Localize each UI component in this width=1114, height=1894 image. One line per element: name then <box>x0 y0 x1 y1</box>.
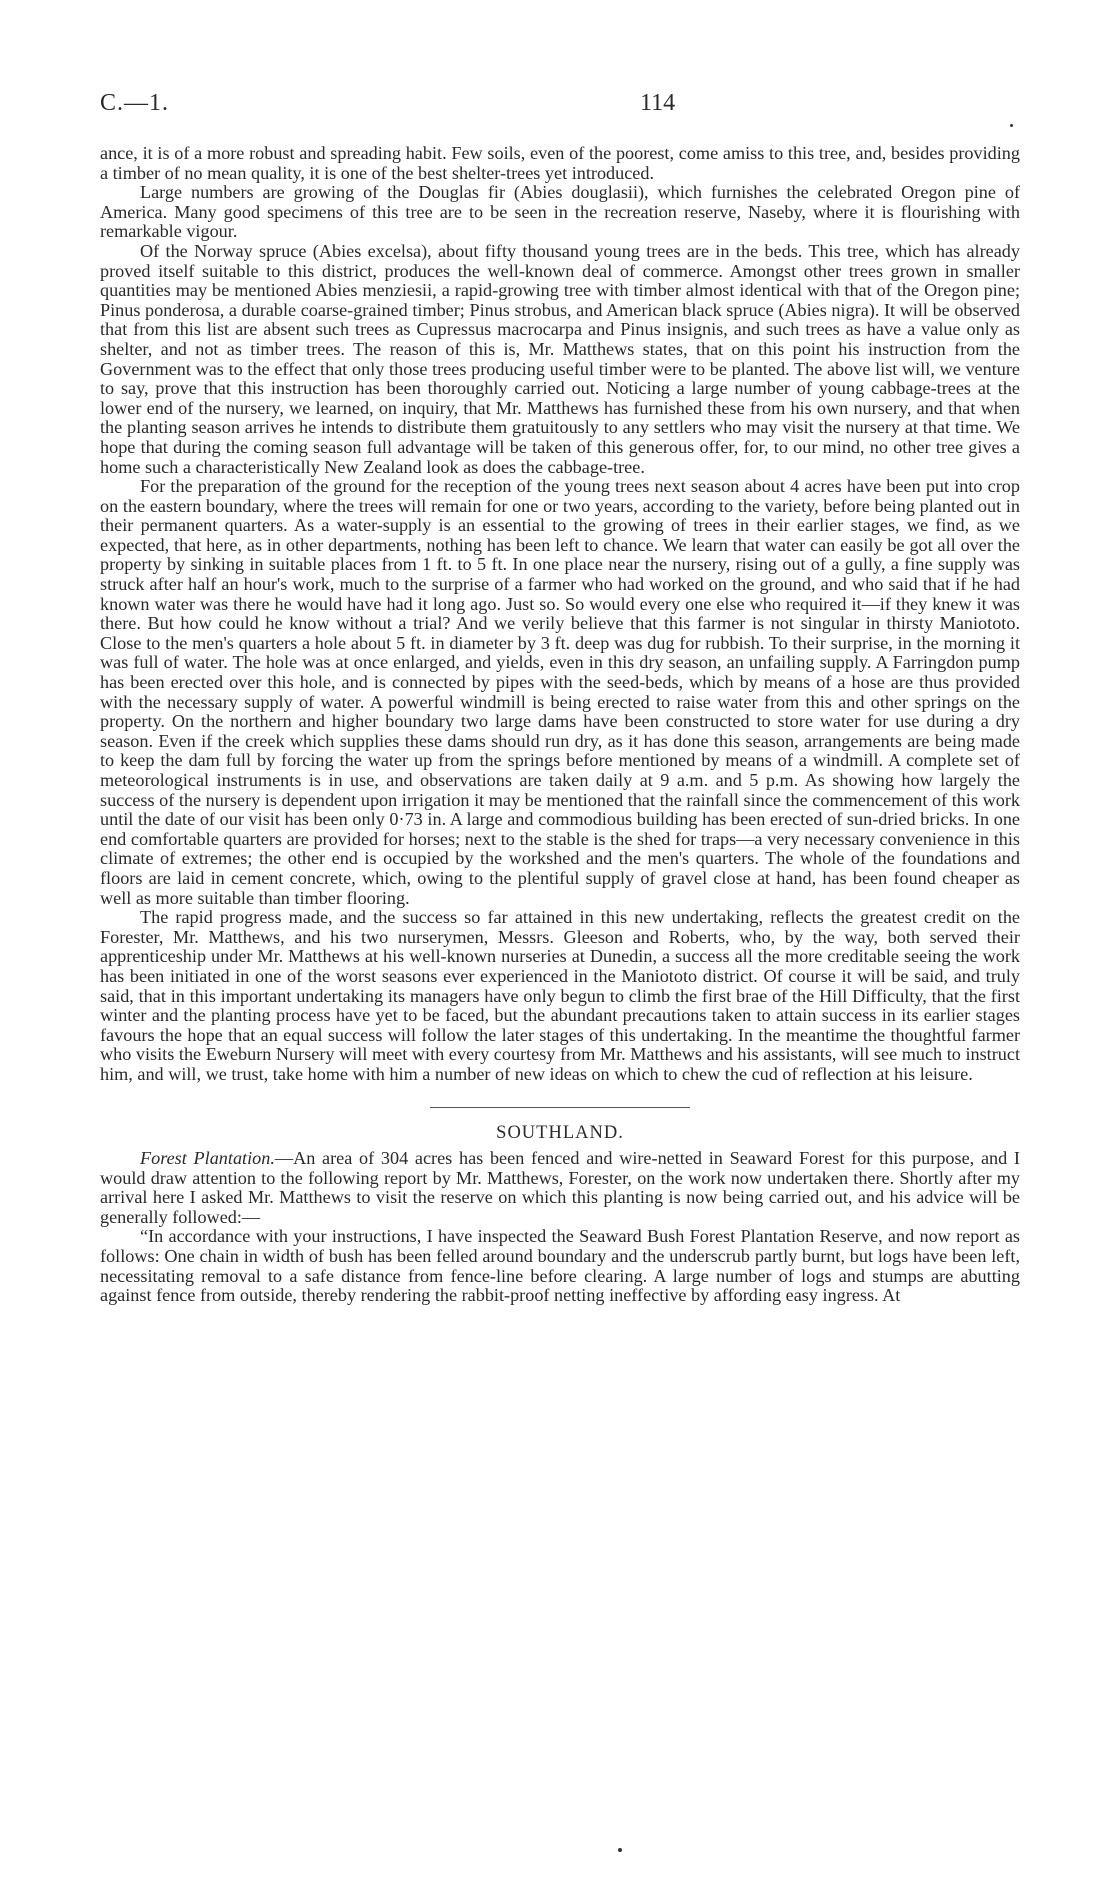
ink-speck <box>618 1848 622 1852</box>
paragraph-continuation: ance, it is of a more robust and spreading habit. Few soils, even of the poorest, come amiss to this tree, and, besides providing a timber of no mean quality, it is one of the best shelter-trees yet introduced. <box>100 143 1020 183</box>
body-text <box>100 144 1020 1306</box>
paragraph-norway-spruce: Of the Norway spruce (Abies excelsa), about fifty thousand young trees are in the beds. This tree, which has already proved itself suitable to this district, produces the well-known deal of commerce. Amongst other trees grown in smaller quantities may be mentioned Abies menziesii, a rapid-growing tree with timber almost identical with that of the Oregon pine; Pinus ponderosa, a durable coarse-grained timber; Pinus strobus, and American black spruce (Abies nigra). It will be observed that from this list are absent such trees as Cupressus macrocarpa and Pinus insignis, and such trees as have a value only as shelter, and not as timber trees. The reason of this is, Mr. Matthews states, that on this point his instruction from the Government was to the effect that only those trees producing useful timber were to be planted. The above list will, we venture to say, prove that this instruction has been thoroughly carried out. Noticing a large number of young cabbage-trees at the lower end of the nursery, we learned, on inquiry, that Mr. Matthews has furnished these from his own nursery, and that when the planting season arrives he intends to distribute them gratuitously to any settlers who may visit the nursery at that time. We hope that during the coming season full advantage will be taken of this generous offer, for, to our mind, no other tree gives a home such a characteristically New Zealand look as does the cabbage-tree. <box>100 240 1020 477</box>
forest-plantation-lead: Forest Plantation. <box>140 1148 275 1169</box>
paragraph-douglas-fir: Large numbers are growing of the Douglas fir (Abies douglasii), which furnishes the celebrated Oregon pine of America. Many good specimens of this tree are to be seen in the recreation reserve, Naseby, where it is flourishing with remarkable vigour. <box>100 182 1020 242</box>
paragraph-water-supply: For the preparation of the ground for the reception of the young trees next season about 4 acres have been put into crop on the eastern boundary, where the trees will remain for one or two years, according to the variety, before being planted out in their permanent quarters. As a water-supply is an essential to the growing of trees in their earlier stages, we find, as we expected, that here, as in other departments, nothing has been left to chance. We learn that water can easily be got all over the property by sinking in suitable places from 1 ft. to 5 ft. In one place near the nursery, rising out of a gully, a fine supply was struck after half an hour's work, much to the surprise of a farmer who had worked on the ground, and who said that if he had known water was there he would have had it long ago. Just so. So would every one else who required it—if they knew it was there. But how could he know without a trial? And we verily believe that this farmer is not singular in thirsty Maniototo. Close to the men's quarters a hole about 5 ft. in diameter by 3 ft. deep was dug for rubbish. To their surprise, in the morning it was full of water. The hole was at once enlarged, and yields, even in this dry season, an unfailing supply. A Farringdon pump has been erected over this hole, and is connected by pipes with the seed-beds, which by means of a hose are thus provided with the necessary supply of water. A powerful windmill is being erected to raise water from this and other springs on the property. On the northern and higher boundary two large dams have been constructed to store water for use during a dry season. Even if the creek which supplies these dams should run dry, as it has done this season, arrangements are being made to keep the dam full by forcing the water up from the springs before mentioned by means of a windmill. A complete set of meteorological instruments is in use, and observations are taken daily at 9 a.m. and 5 p.m. As showing how largely the success of the nursery is dependent upon irrigation it may be mentioned that the rainfall since the commencement of this work until the date of our visit has been only 0·73 in. A large and commodious building has been erected of sun-dried bricks. In one end comfortable quarters are provided for horses; next to the stable is the shed for traps—a very necessary convenience in this climate of extremes; the other end is occupied by the workshed and the men's quarters. The whole of the foundations and floors are laid in cement concrete, which, owing to the plentiful supply of gravel close at hand, has been found cheaper as well as more suitable than timber flooring. <box>100 476 1020 908</box>
section-divider <box>430 1107 690 1108</box>
ink-speck <box>1010 124 1013 127</box>
paragraph-progress: The rapid progress made, and the success so far attained in this new undertaking, reflects the greatest credit on the Forester, Mr. Matthews, and his two nurserymen, Messrs. Gleeson and Roberts, who, by the way, both served their apprenticeship under Mr. Matthews at his well-known nurseries at Dunedin, a success all the more creditable seeing the work has been initiated in one of the worst seasons ever experienced in the Maniototo district. Of course it will be said, and truly said, that in this important undertaking its managers have only begun to climb the first brae of the Hill Difficulty, that the first winter and the planting process have yet to be faced, but the abundant precautions taken to attain success in its earlier stages favours the hope that an equal success will follow the later stages of this undertaking. In the meantime the thoughtful farmer who visits the Eweburn Nursery will meet with every courtesy from Mr. Matthews and his assistants, will see much to instruct him, and will, we trust, take home with him a number of new ideas on which to chew the cud of reflection at his leisure. <box>100 907 1020 1084</box>
paragraph-forest-plantation <box>100 1149 1020 1227</box>
paragraph-report-quote: “In accordance with your instructions, I have inspected the Seaward Bush Forest Plantation Reserve, and now report as follows: One chain in width of bush has been felled around boundary and the underscrub partly burnt, but logs have been left, necessitating removal to a safe distance from fence-line before clearing. A large number of logs and stumps are abutting against fence from outside, thereby rendering the rabbit-proof netting ineffective by affording easy ingress. At <box>100 1226 1020 1306</box>
forest-plantation-text: —An area of 304 acres has been fenced and wire-netted in Seaward Forest for this purpose, and I would draw attention to the following report by Mr. Matthews, Forester, on the work now undertaken there. Shortly after my arrival here I asked Mr. Matthews to visit the reserve on which this planting is now being carried out, and his advice will be generally followed:— <box>100 1148 1020 1227</box>
page-number: 114 <box>640 90 676 116</box>
page-header <box>100 90 1020 126</box>
section-heading-southland: SOUTHLAND. <box>496 1122 624 1143</box>
document-reference: C.—1. <box>100 90 170 116</box>
